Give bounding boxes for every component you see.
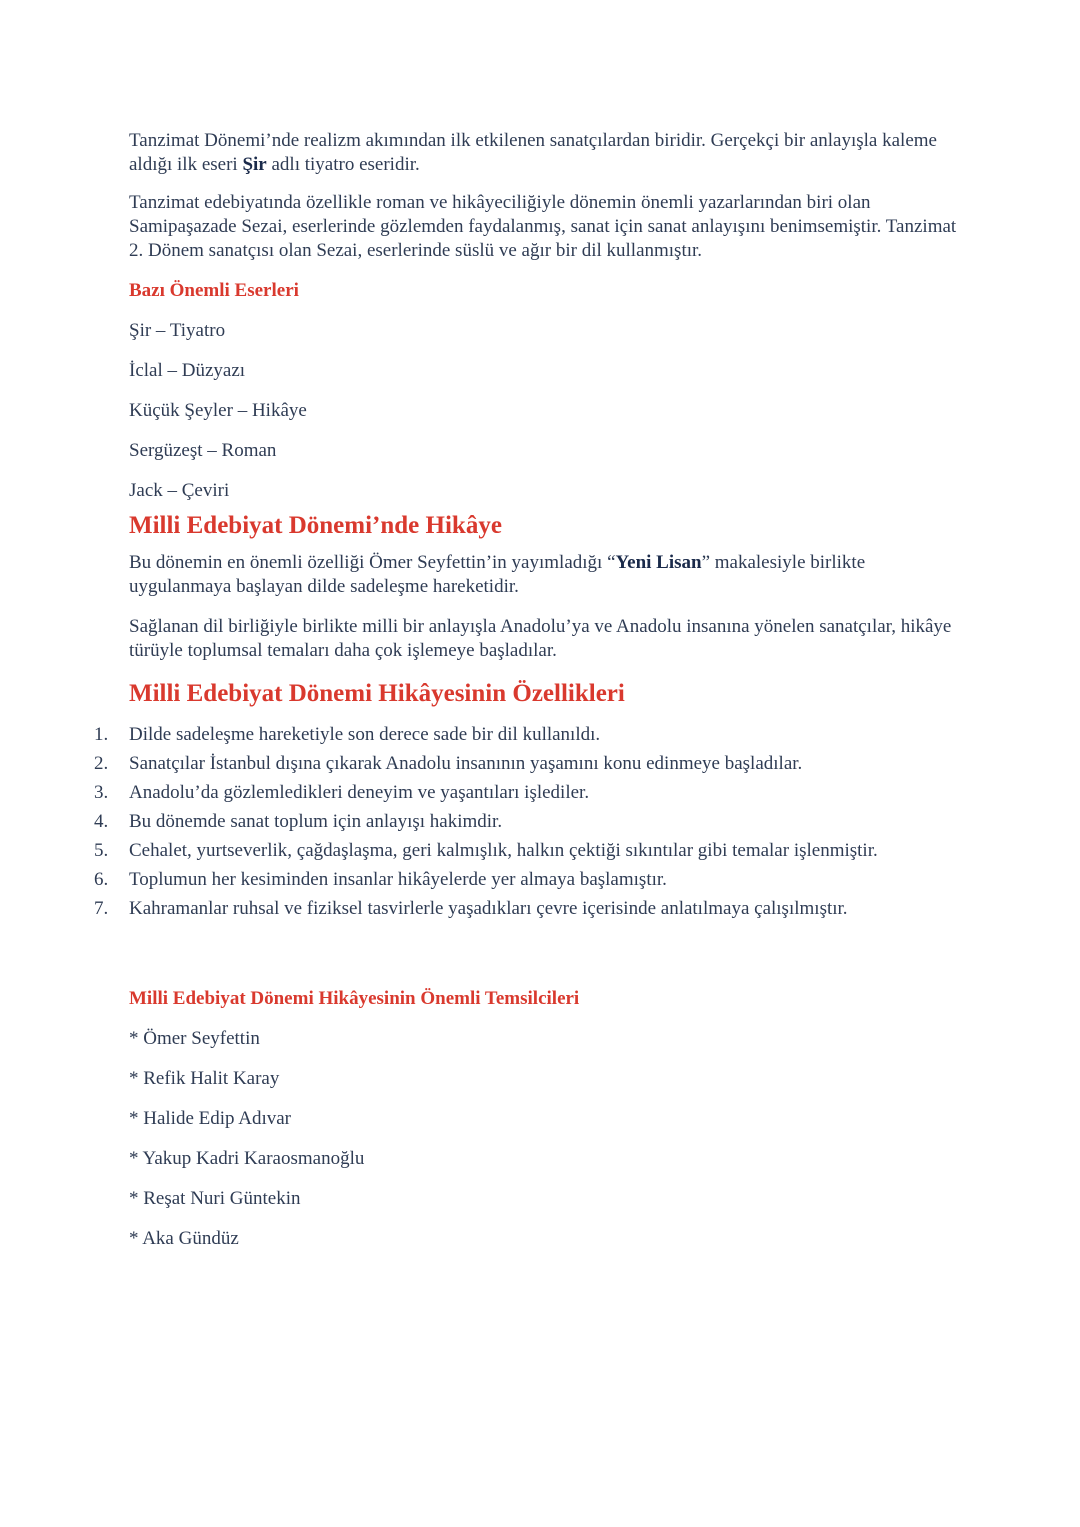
list-item-text: Kahramanlar ruhsal ve fiziksel tasvirlerle yaşadıkları çevre içerisinde anlatılmaya çalışılmıştır. [129, 898, 848, 919]
intro-bold-title: Şir [242, 154, 267, 175]
list-item-text: Sanatçılar İstanbul dışına çıkarak Anadolu insanının yaşamını konu edinmeye başladılar. [129, 753, 803, 774]
spacer [129, 926, 959, 987]
work-item: Şir – Tiyatro [129, 320, 226, 341]
section-title-milli-edebiyat-hikaye: Milli Edebiyat Dönemi’nde Hikâye [129, 512, 502, 539]
list-item-text: Toplumun her kesiminden insanlar hikâyelerde yer almaya başlamıştır. [129, 869, 667, 890]
section1-bold-yeni-lisan: Yeni Lisan [615, 552, 702, 573]
representative-item: * Halide Edip Adıvar [129, 1108, 291, 1129]
list-item [94, 868, 964, 892]
list-number: 6. [94, 869, 109, 890]
section1-paragraph-2: Sağlanan dil birliğiyle birlikte milli bir anlayışla Anadolu’ya ve Anadolu insanına yönelen sanatçılar, hikâye türüyle toplumsal temaları daha çok işlemeye başladılar. [129, 616, 952, 661]
representative-item: * Ömer Seyfettin [129, 1028, 260, 1049]
list-item-text: Bu dönemde sanat toplum için anlayışı hakimdir. [129, 811, 503, 832]
list-item [94, 897, 964, 921]
work-item: İclal – Düzyazı [129, 360, 246, 381]
list-number: 5. [94, 840, 109, 861]
list-item [94, 839, 964, 863]
representative-item: * Refik Halit Karay [129, 1068, 280, 1089]
list-item [94, 752, 964, 776]
work-item: Sergüzeşt – Roman [129, 440, 277, 461]
intro-paragraph-1 [129, 129, 959, 177]
list-item [94, 810, 964, 834]
intro-text-a: Tanzimat Dönemi’nde realizm akımından ilk etkilenen sanatçılardan biridir. Gerçekçi bir anlayışla kaleme aldığı ilk eseri [129, 130, 937, 175]
work-item: Küçük Şeyler – Hikâye [129, 400, 307, 421]
representative-item: * Reşat Nuri Güntekin [129, 1188, 301, 1209]
list-item [94, 781, 964, 805]
section1-text-a: Bu dönemin en önemli özelliği Ömer Seyfettin’in yayımladığı “ [129, 552, 616, 573]
list-item-text: Cehalet, yurtseverlik, çağdaşlaşma, geri kalmışlık, halkın çektiği sıkıntılar gibi temalar işlenmiştir. [129, 840, 878, 861]
section-title-ozellikler: Milli Edebiyat Dönemi Hikâyesinin Özellikleri [129, 680, 625, 707]
representatives-heading: Milli Edebiyat Dönemi Hikâyesinin Önemli Temsilcileri [129, 988, 580, 1009]
features-list [94, 723, 964, 921]
work-item: Jack – Çeviri [129, 480, 230, 501]
intro-text-b: adlı tiyatro eseridir. [266, 154, 420, 175]
list-item-text: Anadolu’da gözlemledikleri deneyim ve yaşantıları işlediler. [129, 782, 590, 803]
list-number: 4. [94, 811, 109, 832]
list-item [94, 723, 964, 747]
section1-text-b: ” makalesiyle birlikte uygulanmaya başlayan dilde sadeleşme hareketidir. [129, 552, 866, 597]
works-heading: Bazı Önemli Eserleri [129, 280, 299, 301]
representative-item: * Aka Gündüz [129, 1228, 239, 1249]
list-number: 1. [94, 724, 109, 745]
representative-item: * Yakup Kadri Karaosmanoğlu [129, 1148, 365, 1169]
list-number: 7. [94, 898, 109, 919]
section1-paragraph-1 [129, 551, 959, 599]
intro-paragraph-2: Tanzimat edebiyatında özellikle roman ve hikâyeciliğiyle dönemin önemli yazarlarından biri olan Samipaşazade Sezai, eserlerinde gözlemden faydalanmış, sanat için sanat anlayışını benimsemiştir. Tanzimat 2. Dönem sanatçısı olan Sezai, eserlerinde süslü ve ağır bir dil kullanmıştır. [129, 192, 957, 261]
list-number: 3. [94, 782, 109, 803]
document-content [94, 129, 959, 1267]
list-number: 2. [94, 753, 109, 774]
list-item-text: Dilde sadeleşme hareketiyle son derece sade bir dil kullanıldı. [129, 724, 601, 745]
